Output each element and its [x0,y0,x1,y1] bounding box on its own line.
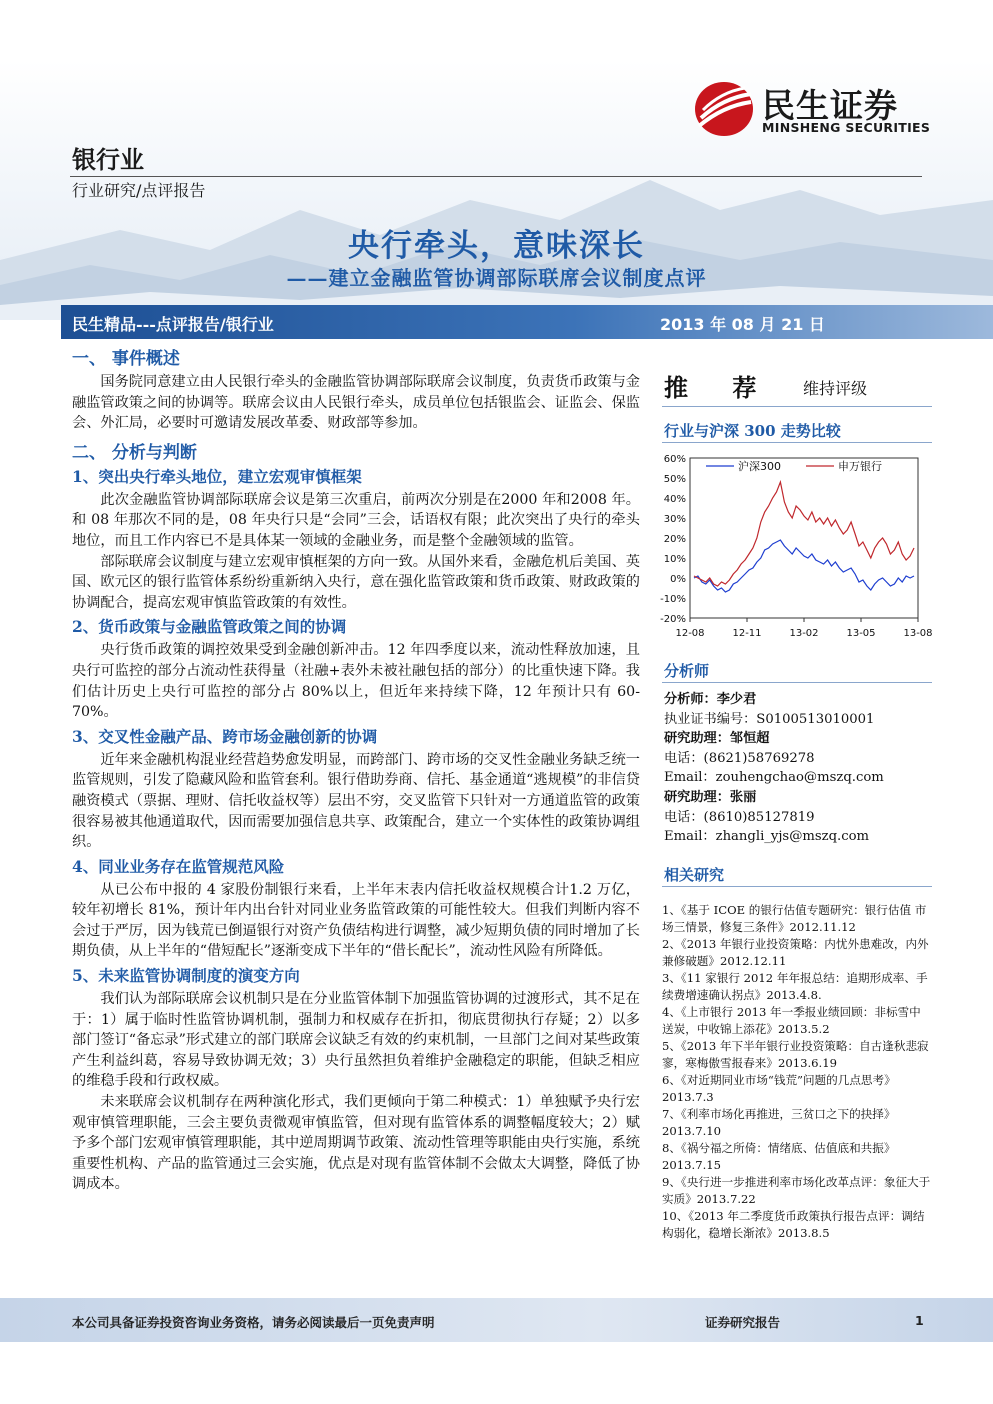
section-heading: 二、 分析与判断 [72,442,197,463]
chart-title: 行业与沪深 300 走势比较 [664,422,841,440]
analyst-line: 执业证书编号：S0100513010001 [664,711,875,727]
analyst-line: 电话：(8621)58769278 [664,750,815,766]
related-title-divider [662,886,932,887]
related-list [662,902,932,1242]
analyst-list [664,690,934,847]
y-tick-label: 60% [663,454,686,465]
y-tick-label: -20% [660,614,686,625]
related-report-item: 9、《央行进一步推进利率市场化改革点评：象征大于实质》2013.7.22 [662,1175,931,1206]
related-report-item: 10、《2013 年二季度货币政策执行报告点评：调结构弱化，稳增长渐浓》2013.8.5 [662,1209,925,1240]
rating-label: 推 荐 [664,373,775,402]
paragraph: 此次金融监管协调部际联席会议是第三次重启，前两次分别是在2000 年和2008 年。和 08 年那次不同的是，08 年央行只是“会同”三会，话语权有限；此次突出了央行的牵头地位，而且工作内容已不是具体某一领域的金融业务，而是整个金融领域的监管。 [72,491,640,549]
report-title: 央行牵头，意味深长 [348,228,645,264]
x-tick-label: 13-05 [846,628,876,639]
x-tick-label: 12-08 [675,628,705,639]
paragraph: 我们认为部际联席会议机制只是在分业监管体制下加强监管协调的过渡形式，其不足在于：1）属于临时性监管协调机制，强制力和权威存在折扣，彻底贯彻执行存疑；2）以多部门签订“备忘录”形式建立的部门联席会议缺乏有效的约束机制，一旦部门之间对某些政策产生利益纠葛，容易导致协调无效；3）央行虽然担负着维护金融稳定的职能，但缺乏相应的维稳手段和行政权威。 [72,991,640,1090]
chart-title-divider [662,442,932,443]
analyst-line: 电话：(8610)85127819 [664,809,815,825]
legend-label: 沪深300 [738,460,781,473]
section-heading: 一、 事件概述 [72,349,180,369]
analyst-line: 研究助理：邹恒超 [664,731,770,747]
minsheng-logo-icon [693,80,755,138]
analysts-title: 分析师 [664,662,710,680]
analysts-title-divider [662,682,932,683]
y-tick-label: -10% [660,594,686,605]
chart-plot-frame [690,458,918,618]
subsection-heading: 4、同业业务存在监管规范风险 [72,856,285,876]
related-report-item: 4、《上市银行 2013 年一季报业绩回顾：非标雪中送炭，中收锦上添花》2013.5.2 [662,1005,921,1036]
header-divider [70,176,922,177]
report-subtitle: ——建立金融监管协调部际联席会议制度点评 [286,266,707,290]
report-type: 行业研究/点评报告 [72,181,206,200]
subsection-heading: 1、突出央行牵头地位，建立宏观审慎框架 [72,466,362,486]
paragraph: 央行货币政策的调控效果受到金融创新冲击。12 年四季度以来，流动性释放加速，且央行可监控的部分占流动性获得量（社融+表外未被社融包括的部分）的比重快速下降。我们估计历史上央行可监控的部分占 80%以上，但近年来持续下降，12 年预计只有 60-70%。 [72,642,640,721]
analyst-line: 分析师：李少君 [664,692,757,707]
related-title: 相关研究 [664,866,725,884]
x-tick-label: 13-08 [903,628,933,639]
y-tick-label: 20% [663,534,686,545]
brand-name-cn: 民生证券 [762,86,898,125]
footer-doc-type: 证券研究报告 [705,1315,781,1330]
analyst-line: 研究助理：张丽 [664,789,757,805]
main-content [72,344,640,1195]
banner-series-label: 民生精品---点评报告/银行业 [72,315,274,334]
x-tick-label: 12-11 [732,628,762,639]
paragraph: 近年来金融机构混业经营趋势愈发明显，而跨部门、跨市场的交叉性金融业务缺乏统一监管规则，引发了隐藏风险和监管套利。银行借助券商、信托、基金通道“逃规模”的非信贷融资模式（票据、理财、信托收益权等）层出不穷，交叉监管下只针对一方通道监管的政策很容易被其他通道取代，因而需要加强信息共享、政策配合，建立一个实体性的政策协调组织。 [72,751,640,851]
brand-name-en: MINSHENG SECURITIES [762,120,931,135]
analyst-line: Email：zhangli_yjs@mszq.com [664,829,870,845]
footer-disclaimer: 本公司具备证券投资咨询业务资格，请务必阅读最后一页免责声明 [72,1315,435,1330]
rating-value: 维持评级 [803,379,868,398]
related-report-item: 8、《祸兮福之所倚：情绪底、估值底和共振》2013.7.15 [662,1141,896,1172]
subsection-heading: 3、交叉性金融产品、跨市场金融创新的协调 [72,726,378,746]
paragraph: 部际联席会议制度与建立宏观审慎框架的方向一致。从国外来看，金融危机后美国、英国、欧元区的银行监管体系纷纷重新纳入央行，意在强化监管政策和货币政策、财政政策的协调配合，提高宏观审慎监管政策的有效性。 [72,553,640,611]
industry-label: 银行业 [72,146,144,174]
legend-label: 申万银行 [838,460,882,473]
report-date: 2013 年 08 月 21 日 [660,315,825,334]
analyst-line: Email：zouhengchao@mszq.com [664,770,884,786]
related-report-item: 1、《基于 ICOE 的银行估值专题研究：银行估值 市场三情景，修复三条件》2012.11.12 [662,903,927,934]
paragraph: 国务院同意建立由人民银行牵头的金融监管协调部际联席会议制度，负责货币政策与金融监管政策之间的协调等。联席会议由人民银行牵头，成员单位包括银监会、证监会、保监会、外汇局，必要时可邀请发展改革委、财政部等参加。 [72,374,640,432]
series-line-sw-bank [694,482,914,586]
paragraph: 未来联席会议机制存在两种演化形式，我们更倾向于第二种模式：1）单独赋予央行宏观审慎管理职能，三会主要负责微观审慎监管，但对现有监管体系的调整幅度较大；2）赋予多个部门宏观审慎管理职能，其中逆周期调节政策、流动性管理等职能由央行实施，系统重要性机构、产品的监管通过三会实施，优点是对现有监管体制不会做太大调整，降低了协调成本。 [72,1094,640,1193]
paragraph: 从已公布中报的 4 家股份制银行来看，上半年末表内信托收益权规模合计1.2 万亿，较年初增长 81%，预计年内出台针对同业业务监管政策的可能性较大。但我们判断内容不会过于严厉，因为钱荒已倒逼银行对资产负债结构进行调整，减少短期负债的同时增加了长期负债，从上半年的“借短配长”逐渐变成下半年的“借长配长”，流动性风险有所降低。 [72,881,640,960]
subsection-heading: 2、货币政策与金融监管政策之间的协调 [72,617,347,637]
related-report-item: 7、《利率市场化再推进，三贫口之下的抉择》2013.7.10 [662,1107,896,1138]
rating-divider [662,406,932,407]
y-tick-label: 0% [670,574,686,585]
related-report-item: 6、《对近期同业市场“钱荒”问题的几点思考》2013.7.3 [662,1073,896,1104]
y-tick-label: 50% [663,474,686,485]
related-report-item: 3、《11 家银行 2012 年年报总结：追期形成率、手续费增速确认拐点》2013.4.8. [662,971,928,1002]
related-report-item: 2、《2013 年银行业投资策略：内忧外患难改，内外兼修破题》2012.12.11 [662,937,929,968]
y-tick-label: 40% [663,494,686,505]
series-line-hs300 [694,540,914,592]
subsection-heading: 5、未来监管协调制度的演变方向 [72,966,300,986]
x-tick-label: 13-02 [789,628,819,639]
related-report-item: 5、《2013 年下半年银行业投资策略：自古逢秋悲寂寥，寒梅傲雪报春来》2013.6.19 [662,1039,929,1070]
y-tick-label: 30% [663,514,686,525]
page-number: 1 [915,1313,924,1328]
performance-chart [650,448,940,648]
y-tick-label: 10% [663,554,686,565]
